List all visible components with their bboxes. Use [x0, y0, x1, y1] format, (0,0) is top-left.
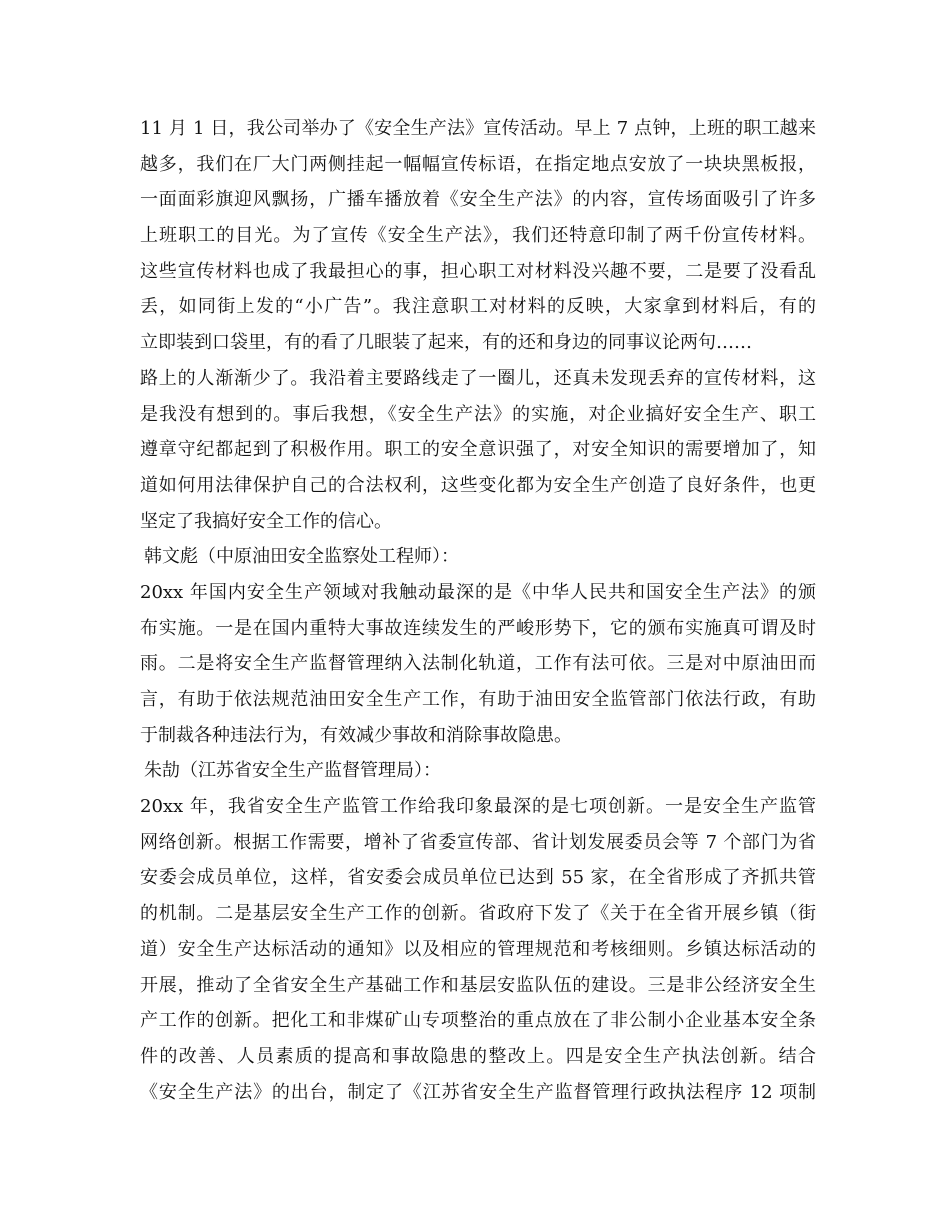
text-line: 路上的人渐渐少了。我沿着主要路线走了一圈儿，还真未发现丢弃的宣传材料，这: [140, 367, 816, 389]
text-line: 《安全生产法》的出台，制定了《江苏省安全生产监督管理行政执法程序 12 项制: [140, 1081, 816, 1103]
text-line: 安委会成员单位，这样，省安委会成员单位已达到 55 家，在全省形成了齐抓共管: [140, 867, 816, 889]
text-line: 件的改善、人员素质的提高和事故隐患的整改上。四是安全生产执法创新。结合: [140, 1045, 816, 1067]
text-line: 一面面彩旗迎风飘扬，广播车播放着《安全生产法》的内容，宣传场面吸引了许多: [140, 189, 816, 211]
speaker-heading: 韩文彪（中原油田安全监察处工程师）：: [144, 546, 459, 568]
text-line: 遵章守纪都起到了积极作用。职工的安全意识强了，对安全知识的需要增加了，知: [140, 439, 816, 461]
text-line: 布实施。一是在国内重特大事故连续发生的严峻形势下，它的颁布实施真可谓及时: [140, 617, 816, 639]
text-line: 11 月 1 日，我公司举办了《安全生产法》宣传活动。早上 7 点钟，上班的职工越来: [140, 118, 816, 139]
text-line: 的机制。二是基层安全生产工作的创新。省政府下发了《关于在全省开展乡镇（街: [140, 903, 816, 925]
text-line: 丢，如同街上发的“小广告”。我注意职工对材料的反映，大家拿到材料后，有的: [140, 296, 816, 318]
text-line: 言，有助于依法规范油田安全生产工作，有助于油田安全监管部门依法行政，有助: [140, 689, 816, 710]
text-line: 网络创新。根据工作需要，增补了省委宣传部、省计划发展委员会等 7 个部门为省: [140, 831, 816, 853]
text-line: 是我没有想到的。事后我想，《安全生产法》的实施，对企业搞好安全生产、职工: [140, 403, 816, 425]
text-line: 坚定了我搞好安全工作的信心。: [140, 510, 392, 532]
text-line: 20xx 年国内安全生产领域对我触动最深的是《中华人民共和国安全生产法》的颁: [140, 581, 816, 603]
text-line: 道）安全生产达标活动的通知》以及相应的管理规范和考核细则。乡镇达标活动的: [140, 938, 816, 960]
speaker-heading: 朱劼（江苏省安全生产监督管理局）：: [144, 760, 441, 782]
text-line: 于制裁各种违法行为，有效减少事故和消除事故隐患。: [140, 724, 572, 746]
text-line: 开展，推动了全省安全生产基础工作和基层安监队伍的建设。三是非公经济安全生: [140, 974, 816, 996]
text-line: 立即装到口袋里，有的看了几眼装了起来，有的还和身边的同事议论两句……: [140, 332, 752, 354]
text-line: 产工作的创新。把化工和非煤矿山专项整治的重点放在了非公制小企业基本安全条: [140, 1010, 816, 1032]
text-line: 道如何用法律保护自己的合法权利，这些变化都为安全生产创造了良好条件，也更: [140, 474, 816, 496]
text-line: 越多，我们在厂大门两侧挂起一幅幅宣传标语，在指定地点安放了一块块黑板报，: [140, 153, 816, 175]
text-line: 这些宣传材料也成了我最担心的事，担心职工对材料没兴趣不要，二是要了没看乱: [140, 260, 816, 282]
text-line: 雨。二是将安全生产监督管理纳入法制化轨道，工作有法可依。三是对中原油田而: [140, 653, 816, 675]
text-line: 上班职工的目光。为了宣传《安全生产法》，我们还特意印制了两千份宣传材料。: [140, 225, 816, 247]
document-body: [140, 111, 816, 1110]
text-line: 20xx 年，我省安全生产监管工作给我印象最深的是七项创新。一是安全生产监管: [140, 796, 816, 818]
